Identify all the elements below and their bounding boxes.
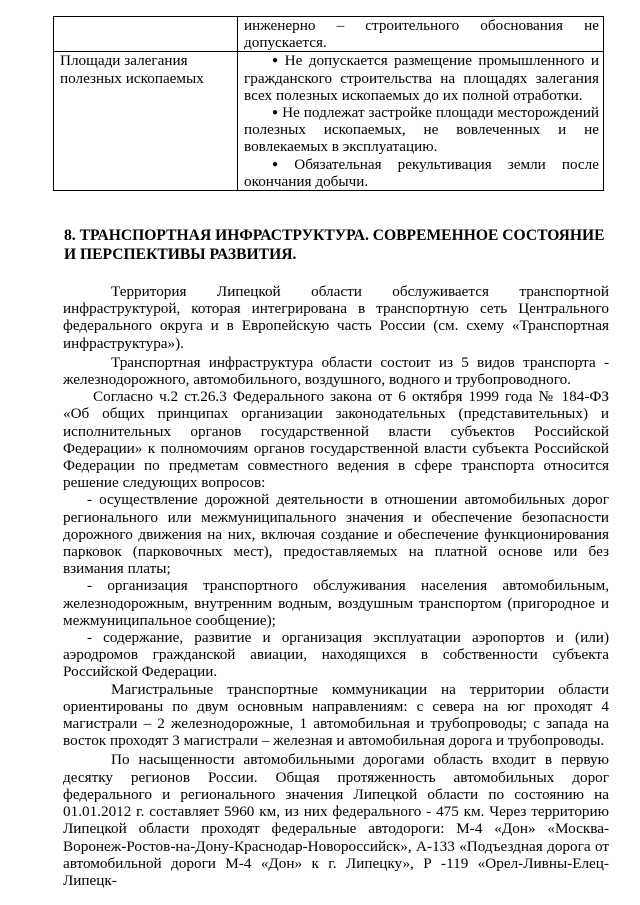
table-cell-empty bbox=[54, 17, 238, 52]
table-cell-bullets bbox=[238, 52, 604, 191]
paragraph: Магистральные транспортные коммуникации на территории области ориентированы по двум основным направлениям: с севера на юг проходят 4 магистрали – 2 железнодорожные, 1 автомобильная и трубопроводы; с запада на восток проходят 3 магистрали – железная и автомобильная дорога и трубопроводы. bbox=[63, 680, 609, 750]
paragraph: Территория Липецкой области обслуживается транспортной инфраструктурой, которая интегрирована в транспортную сеть Центрального федерального округа и в Европейскую часть России (см. схему «Транспортная инфраструктура»). bbox=[63, 283, 609, 352]
bullet-item bbox=[244, 52, 599, 104]
table-cell-paragraph: инженерно – строительного обоснования не допускается. bbox=[244, 17, 599, 52]
category-label: Площади залегания полезных ископаемых bbox=[60, 52, 204, 87]
bullet-icon: ● bbox=[272, 107, 279, 119]
bullet-text: Не допускается размещение промышленного и гражданского строительства на площадях залегания всех полезных ископаемых до их полной отработки. bbox=[244, 52, 599, 104]
paragraph: Транспортная инфраструктура области состоит из 5 видов транспорта - железнодорожного, автомобильного, воздушного, водного и трубопроводного. bbox=[63, 353, 609, 389]
bullet-item bbox=[244, 156, 599, 190]
bullet-item bbox=[244, 104, 599, 156]
table-row bbox=[54, 17, 604, 52]
bullet-icon: ● bbox=[272, 158, 291, 170]
bullet-text: Не подлежат застройке площади месторождений полезных ископаемых, не вовлеченных и не вовлекаемых в эксплуатацию. bbox=[244, 104, 599, 156]
table-cell-text bbox=[238, 17, 604, 52]
table-row bbox=[54, 52, 604, 191]
section-body bbox=[63, 283, 609, 889]
list-item: - содержание, развитие и организация эксплуатации аэропортов и (или) аэродромов гражданской авиации, находящихся в собственности субъекта Российской Федерации. bbox=[63, 629, 609, 681]
paragraph: Согласно ч.2 ст.26.3 Федерального закона от 6 октября 1999 года № 184-ФЗ «Об общих принципах организации законодательных (представительных) и исполнительных органов государственной власти субъектов Российской Федерации» к полномочиям органов государственной власти субъекта Российской Федерации по предметам совместного ведения в сфере транспорта относится решение следующих вопросов: bbox=[63, 388, 609, 492]
list-item: - осуществление дорожной деятельности в отношении автомобильных дорог регионального или межмуниципального значения и обеспечение безопасности дорожного движения на них, включая создание и обеспечение функционирования парковок (парковочных мест), предоставляемых на платной основе или без взимания платы; bbox=[63, 491, 609, 578]
restrictions-table bbox=[53, 16, 604, 191]
list-item: - организация транспортного обслуживания населения автомобильным, железнодорожным, внутренним водным, воздушным транспортом (пригородное и межмуниципальное сообщение); bbox=[63, 577, 609, 629]
table-cell-category bbox=[54, 52, 238, 191]
paragraph: По насыщенности автомобильными дорогами область входит в первую десятку регионов России. Общая протяженность автомобильных дорог федерального и регионального значения Липецкой области по состоянию на 01.01.2012 г. составляет 5960 км, из них федерального - 475 км. Через территорию Липецкой области проходят федеральные автодороги: М-4 «Дон» «Москва-Воронеж-Ростов-на-Дону-Краснодар-Новороссийск», А-133 «Подъездная дорога от автомобильной дороги М-4 «Дон» к г. Липецку», Р -119 «Орел-Ливны-Елец-Липецк- bbox=[63, 751, 609, 889]
bullet-text: Обязательная рекультивация земли после окончания добычи. bbox=[244, 155, 599, 190]
bullet-icon: ● bbox=[272, 55, 281, 67]
section-heading: 8. ТРАНСПОРТНАЯ ИНФРАСТРУКТУРА. СОВРЕМЕННОЕ СОСТОЯНИЕ И ПЕРСПЕКТИВЫ РАЗВИТИЯ. bbox=[64, 227, 605, 263]
